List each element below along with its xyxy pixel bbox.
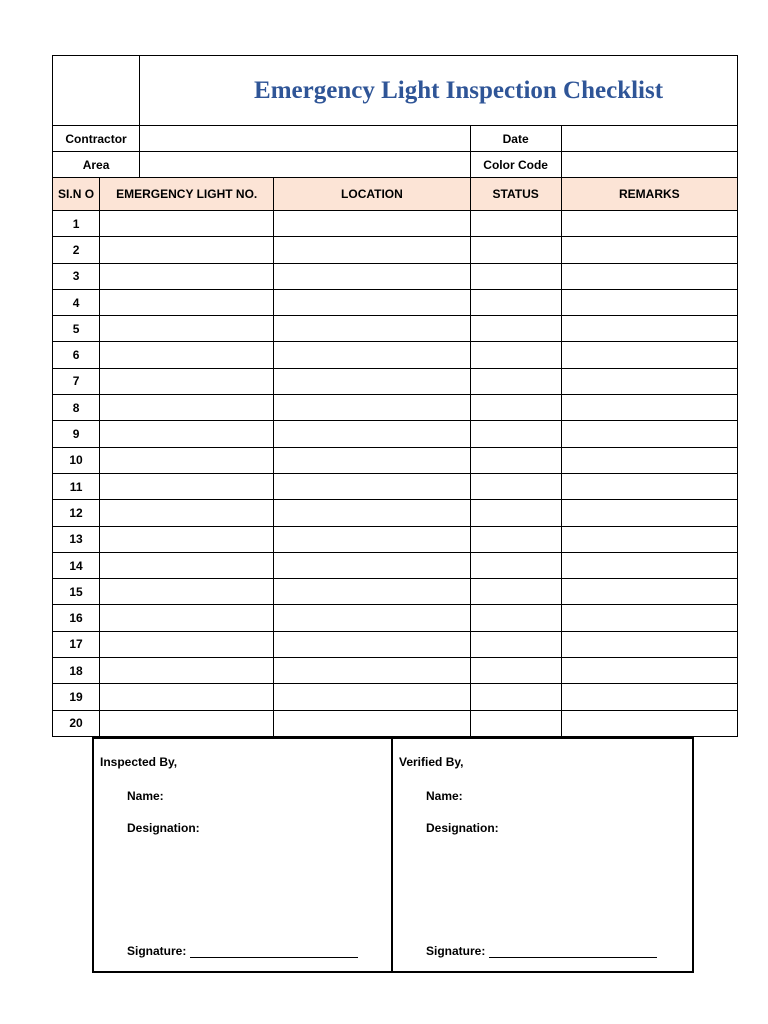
location-cell[interactable]: [274, 658, 470, 684]
emergency-light-no-cell[interactable]: [100, 631, 274, 657]
row-number: 5: [53, 316, 100, 342]
location-cell[interactable]: [274, 710, 470, 736]
remarks-cell[interactable]: [561, 526, 737, 552]
table-row: [53, 526, 738, 552]
status-cell[interactable]: [470, 316, 561, 342]
emergency-light-no-cell[interactable]: [100, 552, 274, 578]
table-row: [53, 342, 738, 368]
remarks-cell[interactable]: [561, 237, 737, 263]
location-cell[interactable]: [274, 631, 470, 657]
location-cell[interactable]: [274, 526, 470, 552]
remarks-cell[interactable]: [561, 473, 737, 499]
remarks-cell[interactable]: [561, 579, 737, 605]
row-number: 10: [53, 447, 100, 473]
status-cell[interactable]: [470, 421, 561, 447]
emergency-light-no-cell[interactable]: [100, 237, 274, 263]
inspected-signature-label: Signature:: [127, 944, 187, 958]
inspected-name-label: Name:: [127, 789, 164, 803]
row-number: 19: [53, 684, 100, 710]
remarks-cell[interactable]: [561, 368, 737, 394]
emergency-light-no-cell[interactable]: [100, 395, 274, 421]
inspected-signature: [127, 944, 358, 958]
table-row: [53, 447, 738, 473]
contractor-label: Contractor: [53, 126, 140, 152]
emergency-light-no-cell[interactable]: [100, 289, 274, 315]
row-number: 20: [53, 710, 100, 736]
row-number: 1: [53, 211, 100, 237]
table-row: [53, 658, 738, 684]
location-cell[interactable]: [274, 342, 470, 368]
row-number: 12: [53, 500, 100, 526]
table-row: [53, 710, 738, 736]
remarks-cell[interactable]: [561, 631, 737, 657]
logo-cell: [53, 56, 140, 126]
location-cell[interactable]: [274, 395, 470, 421]
emergency-light-no-cell[interactable]: [100, 473, 274, 499]
status-cell[interactable]: [470, 211, 561, 237]
table-row: [53, 421, 738, 447]
emergency-light-no-cell[interactable]: [100, 447, 274, 473]
signoff-box: [92, 737, 694, 973]
emergency-light-no-cell[interactable]: [100, 605, 274, 631]
location-cell[interactable]: [274, 263, 470, 289]
row-number: 17: [53, 631, 100, 657]
location-cell[interactable]: [274, 421, 470, 447]
emergency-light-no-cell[interactable]: [100, 316, 274, 342]
verified-by-heading: Verified By,: [399, 755, 464, 769]
page-title: Emergency Light Inspection Checklist: [140, 56, 738, 126]
status-cell[interactable]: [470, 658, 561, 684]
verified-designation-label: Designation:: [426, 821, 499, 835]
row-number: 2: [53, 237, 100, 263]
emergency-light-no-cell[interactable]: [100, 211, 274, 237]
status-cell[interactable]: [470, 447, 561, 473]
emergency-light-no-cell[interactable]: [100, 579, 274, 605]
table-row: [53, 263, 738, 289]
emergency-light-no-cell[interactable]: [100, 342, 274, 368]
emergency-light-no-cell[interactable]: [100, 421, 274, 447]
location-cell[interactable]: [274, 579, 470, 605]
status-cell[interactable]: [470, 237, 561, 263]
status-cell[interactable]: [470, 552, 561, 578]
table-row: [53, 552, 738, 578]
location-cell[interactable]: [274, 289, 470, 315]
table-row: [53, 237, 738, 263]
date-field[interactable]: [561, 126, 737, 152]
inspected-designation-label: Designation:: [127, 821, 200, 835]
color-code-field[interactable]: [561, 152, 737, 178]
row-number: 9: [53, 421, 100, 447]
verified-by-section: [393, 739, 692, 971]
remarks-cell[interactable]: [561, 684, 737, 710]
location-cell[interactable]: [274, 552, 470, 578]
remarks-cell[interactable]: [561, 263, 737, 289]
status-cell[interactable]: [470, 342, 561, 368]
emergency-light-no-cell[interactable]: [100, 500, 274, 526]
row-number: 14: [53, 552, 100, 578]
remarks-cell[interactable]: [561, 421, 737, 447]
status-cell[interactable]: [470, 368, 561, 394]
table-row: [53, 631, 738, 657]
row-number: 4: [53, 289, 100, 315]
remarks-cell[interactable]: [561, 500, 737, 526]
location-cell[interactable]: [274, 684, 470, 710]
row-number: 16: [53, 605, 100, 631]
remarks-cell[interactable]: [561, 395, 737, 421]
remarks-cell[interactable]: [561, 316, 737, 342]
row-number: 15: [53, 579, 100, 605]
remarks-cell[interactable]: [561, 605, 737, 631]
table-row: [53, 500, 738, 526]
status-cell[interactable]: [470, 500, 561, 526]
table-row: [53, 289, 738, 315]
color-code-label: Color Code: [470, 152, 561, 178]
inspected-by-heading: Inspected By,: [100, 755, 178, 769]
emergency-light-no-cell[interactable]: [100, 658, 274, 684]
status-cell[interactable]: [470, 473, 561, 499]
header-sl-no: SI.N O: [53, 178, 100, 211]
emergency-light-no-cell[interactable]: [100, 526, 274, 552]
status-cell[interactable]: [470, 395, 561, 421]
table-row: [53, 211, 738, 237]
date-label: Date: [470, 126, 561, 152]
table-row: [53, 395, 738, 421]
remarks-cell[interactable]: [561, 342, 737, 368]
table-row: [53, 684, 738, 710]
location-cell[interactable]: [274, 211, 470, 237]
row-number: 13: [53, 526, 100, 552]
header-remarks: REMARKS: [561, 178, 737, 211]
contractor-field[interactable]: [140, 126, 470, 152]
row-number: 7: [53, 368, 100, 394]
location-cell[interactable]: [274, 500, 470, 526]
table-row: [53, 368, 738, 394]
status-cell[interactable]: [470, 605, 561, 631]
header-status: STATUS: [470, 178, 561, 211]
row-number: 6: [53, 342, 100, 368]
status-cell[interactable]: [470, 526, 561, 552]
inspected-by-section: [94, 739, 393, 971]
remarks-cell[interactable]: [561, 710, 737, 736]
row-number: 18: [53, 658, 100, 684]
status-cell[interactable]: [470, 631, 561, 657]
row-number: 8: [53, 395, 100, 421]
area-field[interactable]: [140, 152, 470, 178]
location-cell[interactable]: [274, 237, 470, 263]
status-cell[interactable]: [470, 263, 561, 289]
remarks-cell[interactable]: [561, 211, 737, 237]
inspected-signature-line[interactable]: [190, 945, 358, 958]
remarks-cell[interactable]: [561, 289, 737, 315]
location-cell[interactable]: [274, 473, 470, 499]
status-cell[interactable]: [470, 710, 561, 736]
verified-signature-label: Signature:: [426, 944, 486, 958]
table-row: [53, 316, 738, 342]
emergency-light-no-cell[interactable]: [100, 263, 274, 289]
area-label: Area: [53, 152, 140, 178]
emergency-light-no-cell[interactable]: [100, 368, 274, 394]
remarks-cell[interactable]: [561, 447, 737, 473]
row-number: 11: [53, 473, 100, 499]
table-row: [53, 473, 738, 499]
verified-signature: [426, 944, 657, 958]
emergency-light-no-cell[interactable]: [100, 710, 274, 736]
location-cell[interactable]: [274, 368, 470, 394]
status-cell[interactable]: [470, 289, 561, 315]
header-location: LOCATION: [274, 178, 470, 211]
row-number: 3: [53, 263, 100, 289]
inspection-checklist-table: [52, 55, 738, 737]
location-cell[interactable]: [274, 316, 470, 342]
remarks-cell[interactable]: [561, 552, 737, 578]
table-row: [53, 605, 738, 631]
status-cell[interactable]: [470, 579, 561, 605]
verified-signature-line[interactable]: [489, 945, 657, 958]
location-cell[interactable]: [274, 447, 470, 473]
location-cell[interactable]: [274, 605, 470, 631]
emergency-light-no-cell[interactable]: [100, 684, 274, 710]
remarks-cell[interactable]: [561, 658, 737, 684]
status-cell[interactable]: [470, 684, 561, 710]
header-emergency-light-no: EMERGENCY LIGHT NO.: [100, 178, 274, 211]
verified-name-label: Name:: [426, 789, 463, 803]
table-row: [53, 579, 738, 605]
